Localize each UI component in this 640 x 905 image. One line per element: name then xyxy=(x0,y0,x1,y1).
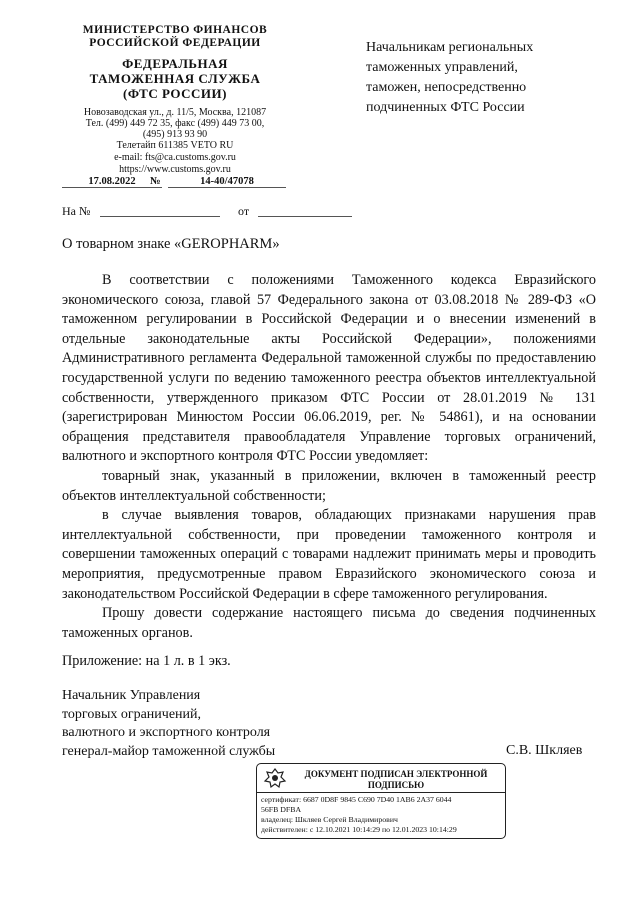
ref-number-blank xyxy=(100,216,220,217)
signatory-title xyxy=(62,687,362,761)
paragraph-1: В соответствии с положениями Таможенного кодекса Евразийского экономического союза, главой 57 Федерального закона от 03.08.2018 № 289-ФЗ «О таможенном регулировании в Российской Федерации и о внесении изменений в отдельные законодательные акты Российской Федерации», положениями Административного регламента Федеральной таможенной службы по предоставлению государственной услуги по ведению таможенного реестра объектов интеллектуальной собственности, утвержденного приказом ФТС России от 28.01.2019 № 131 (зарегистрирован Минюстом России 06.06.2019, рег. № 54861), и на основании обращения представителя правообладателя Управление торговых ограничений, валютного и экспортного контроля ФТС России уведомляет: xyxy=(62,272,596,465)
stamp-divider xyxy=(257,792,505,793)
address-line-1: Новозаводская ул., д. 11/5, Москва, 121087 xyxy=(83,107,267,118)
addressee-line-3: таможен, непосредственно xyxy=(366,80,527,95)
address-line-2: Тел. (499) 449 72 35, факс (499) 449 73 00, xyxy=(85,118,265,129)
service-line-2: ТАМОЖЕННАЯ СЛУЖБА xyxy=(89,71,261,86)
stamp-title-line-2: ПОДПИСЬЮ xyxy=(367,780,425,790)
signatory-name: С.В. Шкляев xyxy=(506,743,583,758)
letterhead xyxy=(50,24,300,175)
signatory-line-3: валютного и экспортного контроля xyxy=(62,725,271,740)
address-line-3: (495) 913 93 90 xyxy=(142,129,208,140)
stamp-title-line-1: ДОКУМЕНТ ПОДПИСАН ЭЛЕКТРОННОЙ xyxy=(304,769,488,779)
addressee xyxy=(366,38,616,118)
addressee-line-1: Начальникам региональных xyxy=(366,40,534,55)
paragraph-3: в случае выявления товаров, обладающих признаками нарушения прав интеллектуальной собственности, при проведении таможенного контроля и совершении таможенных операций с товарами надлежит принимать меры и проводить мероприятия, предусмотренные правом Евразийского экономического союза и законодательством Российской Федерации в сфере таможенного регулирования. xyxy=(62,507,596,602)
letter-body xyxy=(62,271,596,643)
stamp-valid: действителен: с 12.10.2021 10:14:29 по 12.01.2023 10:14:29 xyxy=(261,825,457,834)
subject: О товарном знаке «GEROPHARM» xyxy=(62,236,280,252)
ministry-line-1: МИНИСТЕРСТВО ФИНАНСОВ xyxy=(82,24,268,36)
stamp-title xyxy=(291,769,501,791)
signatory-line-1: Начальник Управления xyxy=(62,688,201,703)
email: e-mail: fts@ca.customs.gov.ru xyxy=(114,152,236,163)
stamp-certificate: сертификат: 6687 0D8F 9845 C690 7D40 1AB6 2A37 6044 xyxy=(261,795,452,804)
paragraph-2: товарный знак, указанный в приложении, включен в таможенный реестр объектов интеллектуальной собственности; xyxy=(62,467,596,504)
emblem-icon xyxy=(262,767,288,789)
signatory-line-4: генерал-майор таможенной службы xyxy=(62,743,276,759)
number-label: № xyxy=(150,176,161,187)
service-line-3: (ФТС РОССИИ) xyxy=(123,86,227,101)
signatory-line-2: торговых ограничений, xyxy=(62,706,202,722)
addressee-line-4: подчиненных ФТС России xyxy=(366,100,525,115)
registration-row xyxy=(62,176,302,192)
stamp-owner: владелец: Шкляев Сергей Владимирович xyxy=(261,815,398,824)
website: https://www.customs.gov.ru xyxy=(119,164,231,175)
addressee-line-2: таможенных управлений, xyxy=(366,60,518,75)
ref-from-label: от xyxy=(238,204,250,218)
document-date: 17.08.2022 xyxy=(62,176,162,188)
stamp-certificate-cont: 56FB DFBA xyxy=(261,805,302,814)
attachment: Приложение: на 1 л. в 1 экз. xyxy=(62,653,231,669)
electronic-signature-stamp xyxy=(256,763,506,839)
service-line-1: ФЕДЕРАЛЬНАЯ xyxy=(122,56,228,71)
document-number: 14-40/47078 xyxy=(168,176,286,188)
paragraph-4: Прошу довести содержание настоящего письма до сведения подчиненных таможенных органов. xyxy=(62,605,596,641)
ref-date-blank xyxy=(258,216,352,217)
reference-row xyxy=(62,204,302,222)
address-line-4: Телетайп 611385 VETO RU xyxy=(116,140,234,151)
ref-number-label: На № xyxy=(62,204,91,218)
ministry-line-2: РОССИЙСКОЙ ФЕДЕРАЦИИ xyxy=(89,37,261,49)
